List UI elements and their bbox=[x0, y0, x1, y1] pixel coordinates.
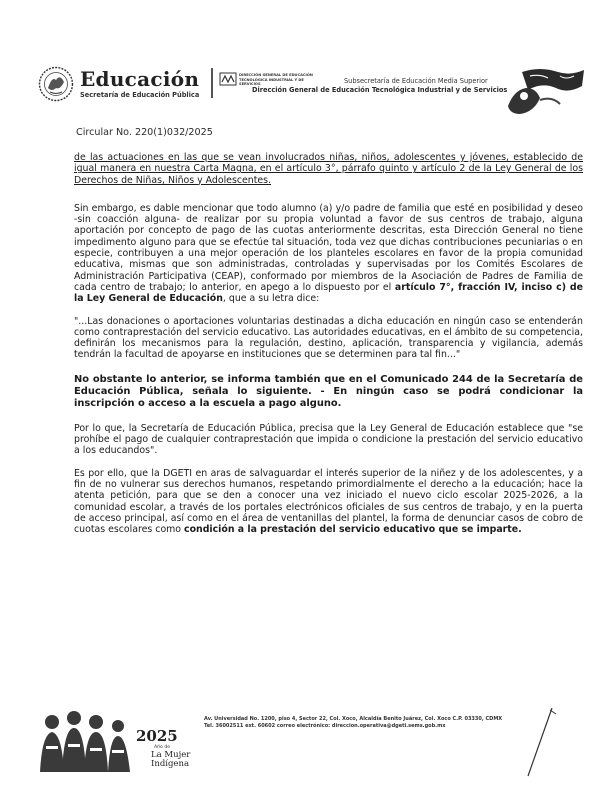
paragraph-6-text: Es por ello, que la DGETI en aras de salvaguardar el interés superior de la niñez y de los adolescentes, y a fin de no vulnerar sus derechos humanos, respetando primordialmente el derecho a la educación; hace la atenta petición, para que se den a conocer una vez iniciado el nuevo ciclo escolar 2025-2026, a la comunidad escolar, a través de los portales electrónicos oficiales de sus centros de trabajo, y en la puerta de acceso principal, así como en el área de ventanillas del plantel, la forma de denunciar casos de cobro de cuotas escolares como bbox=[74, 467, 583, 536]
dgeti-small-text: DIRECCIÓN GENERAL DE EDUCACIÓN TECNOLÓGICA INDUSTRIAL Y DE SERVICIOS bbox=[239, 73, 313, 87]
circular-number: Circular No. 220(1)032/2025 bbox=[76, 127, 213, 138]
letter-body bbox=[74, 152, 583, 535]
sep-brand bbox=[80, 68, 199, 99]
handwritten-stroke-icon bbox=[504, 706, 564, 778]
brand-title: Educación bbox=[80, 67, 200, 91]
paragraph-5: Por lo que, la Secretaría de Educación Pública, precisa que la Ley General de Educación establece que "se prohíbe el pago de cualquier contraprestación que impida o condicione la prestación del servicio educativo a los educandos". bbox=[74, 422, 583, 457]
indigenous-women-illustration-icon bbox=[34, 706, 134, 772]
national-seal-icon bbox=[38, 66, 74, 102]
letter-footer bbox=[34, 706, 594, 778]
subsecretaria-label: Subsecretaría de Educación Media Superior bbox=[344, 77, 488, 85]
year-number: 2025 bbox=[136, 727, 178, 745]
year-label: Año de bbox=[154, 745, 171, 750]
brand-subtitle: Secretaría de Educación Pública bbox=[80, 91, 200, 99]
paragraph-2-bold: artículo 7°, fracción IV, inciso c) de la Ley General de Educación bbox=[74, 281, 583, 305]
paragraph-2-text: Sin embargo, es dable mencionar que todo alumno (a) y/o padre de familia que esté en posibilidad y deseo -sin coacción alguna- de realizar por su propia voluntad a favor de sus centros de trabajo, alguna aportación por concepto de pago de las cuotas anteriormente descritas, esta Dirección General no tiene impedimento alguno para que se efectúe tal situación, toda vez que dichas contribuciones pecuniarias o en especie, contribuyen a una mejor operación de los planteles escolares en favor de la propia comunidad educativa, mismas que son administradas, controladas y supervisadas por los Comités Escolares de Administración Participativa (CEAP), conformado por miembros de la Asociación de Padres de Familia de cada centro de trabajo; lo anterior, en apego a lo dispuesto por el bbox=[74, 202, 583, 293]
paragraph-6 bbox=[74, 468, 583, 536]
paragraph-2-tail: , que a su letra dice: bbox=[222, 293, 320, 305]
direccion-general-label: Dirección General de Educación Tecnológica Industrial y de Servicios bbox=[252, 86, 508, 94]
paragraph-6-bold: condición a la prestación del servicio educativo que se imparte. bbox=[184, 524, 522, 536]
flag-emblem-icon bbox=[500, 66, 586, 116]
year-name: La Mujer Indígena bbox=[151, 750, 191, 769]
paragraph-2 bbox=[74, 203, 583, 305]
letterhead bbox=[38, 66, 586, 116]
dgeti-logo-icon bbox=[219, 72, 237, 86]
address-line-1: Av. Universidad No. 1200, piso 4, Sector 22, Col. Xoco, Alcaldía Benito Juárez, Col. Xoco C.P. 03330, CDMX bbox=[204, 716, 503, 722]
paragraph-1: de las actuaciones en las que se vean involucrados niñas, niños, adolescentes y jóvenes, establecido de igual manera en nuestra Carta Magna, en el artículo 3°, párrafo quinto y artículo 2 de la Ley General de los Derechos de Niñas, Niños y Adolescentes. bbox=[74, 152, 583, 186]
legal-quote: "...Las donaciones o aportaciones voluntarias destinadas a dicha educación en ningún caso se entenderán como contraprestación del servicio educativo. Las autoridades educativas, en el ámbito de su competencia, definirán los mecanismos para la regulación, destino, aplicación, transparencia y vigilancia, además tendrán la facultad de apoyarse en instituciones que se determinen para tal fin..." bbox=[74, 315, 583, 361]
address-line-2: Tel. 36002511 ext. 60602 correo electrónico: direccion.operativa@dgeti.sems.gob.mx bbox=[204, 723, 446, 729]
header-divider bbox=[211, 68, 213, 98]
notice-paragraph: No obstante lo anterior, se informa también que en el Comunicado 244 de la Secretaría de Educación Pública, señala lo siguiente. - En ningún caso se podrá condicionar la inscripción o acceso a la escuela a pago alguno. bbox=[74, 373, 583, 409]
